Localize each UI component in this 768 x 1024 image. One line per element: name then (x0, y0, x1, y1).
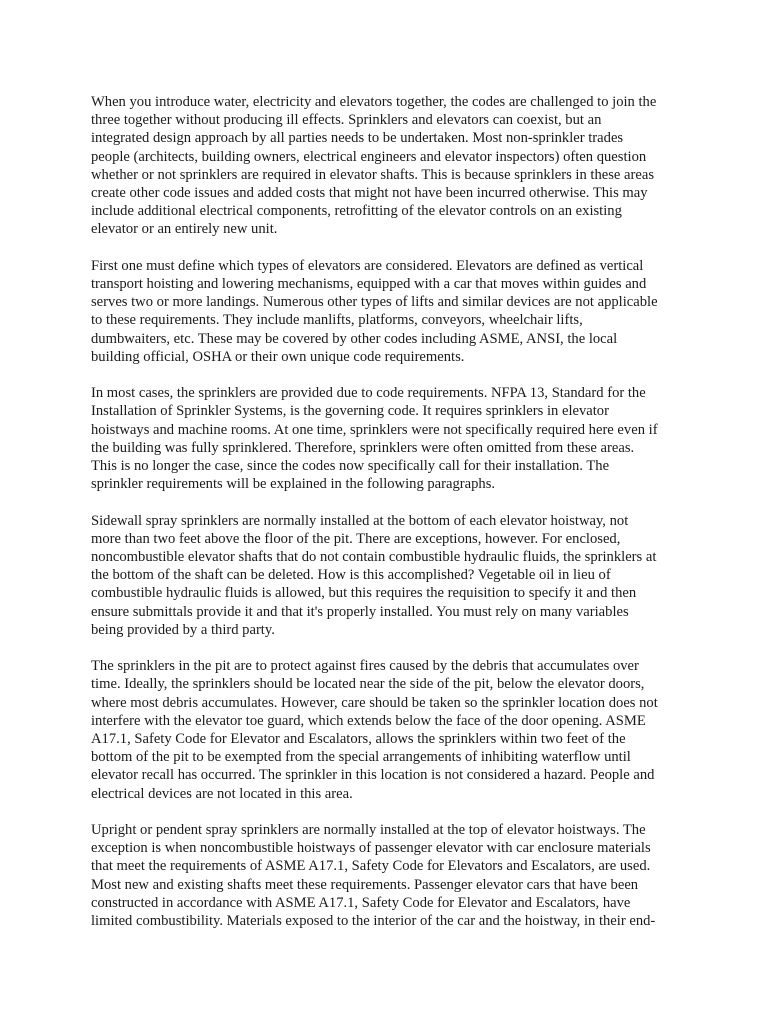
text-line: where most debris accumulates. However, care should be taken so the sprinkler location does not (91, 694, 658, 711)
text-line: Sidewall spray sprinklers are normally installed at the bottom of each elevator hoistway, not (91, 512, 629, 529)
paragraph-upright-pendent-sprinklers (91, 821, 691, 930)
paragraph-code-requirements (91, 384, 691, 493)
text-line: exception is when noncombustible hoistways of passenger elevator with car enclosure materials (91, 840, 651, 857)
text-line: building official, OSHA or their own unique code requirements. (91, 348, 465, 365)
text-line: First one must define which types of elevators are considered. Elevators are defined as vertical (91, 257, 644, 274)
text-line: In most cases, the sprinklers are provided due to code requirements. NFPA 13, Standard for the (91, 385, 646, 402)
text-line: Upright or pendent spray sprinklers are normally installed at the top of elevator hoistways. The (91, 822, 646, 839)
paragraph-elevator-types (91, 257, 691, 366)
text-line: noncombustible elevator shafts that do not contain combustible hydraulic fluids, the sprinklers at (91, 549, 657, 566)
text-line: the building was fully sprinklered. Therefore, sprinklers were often omitted from these areas. (91, 439, 635, 456)
paragraph-intro (91, 93, 691, 239)
text-line: ensure submittals provide it and that it's properly installed. You must rely on many variables (91, 603, 629, 620)
text-line: The sprinklers in the pit are to protect against fires caused by the debris that accumulates over (91, 658, 639, 675)
text-line: elevator or an entirely new unit. (91, 221, 278, 238)
text-line: bottom of the pit to be exempted from the special arrangements of inhibiting waterflow until (91, 749, 631, 766)
text-line: serves two or more landings. Numerous other types of lifts and similar devices are not applicable (91, 294, 658, 311)
text-line: create other code issues and added costs that might not have been incurred otherwise. This may (91, 185, 648, 202)
text-line: more than two feet above the floor of the pit. There are exceptions, however. For enclosed, (91, 530, 621, 547)
text-line: to these requirements. They include manlifts, platforms, conveyors, wheelchair lifts, (91, 312, 583, 329)
text-line: whether or not sprinklers are required in elevator shafts. This is because sprinklers in these areas (91, 166, 655, 183)
text-line: that meet the requirements of ASME A17.1, Safety Code for Elevators and Escalators, are used. (91, 858, 651, 875)
text-line: elevator recall has occurred. The sprinkler in this location is not considered a hazard. People and (91, 767, 655, 784)
paragraph-pit-sprinklers (91, 657, 691, 803)
text-line: being provided by a third party. (91, 621, 275, 638)
text-line: A17.1, Safety Code for Elevator and Escalators, allows the sprinklers within two feet of the (91, 731, 626, 748)
text-line: sprinkler requirements will be explained in the following paragraphs. (91, 476, 496, 493)
text-line: transport hoisting and lowering mechanisms, equipped with a car that moves within guides and (91, 276, 647, 293)
text-line: limited combustibility. Materials exposed to the interior of the car and the hoistway, in their end- (91, 913, 656, 930)
paragraph-sidewall-sprinklers (91, 512, 691, 639)
text-line: This is no longer the case, since the codes now specifically call for their installation. The (91, 458, 610, 475)
text-line: interfere with the elevator toe guard, which extends below the face of the door opening. ASME (91, 712, 646, 729)
text-line: the bottom of the shaft can be deleted. How is this accomplished? Vegetable oil in lieu of (91, 567, 611, 584)
text-line: dumbwaiters, etc. These may be covered by other codes including ASME, ANSI, the local (91, 330, 618, 347)
text-line: combustible hydraulic fluids is allowed, but this requires the requisition to specify it and then (91, 585, 637, 602)
text-line: constructed in accordance with ASME A17.1, Safety Code for Elevator and Escalators, have (91, 894, 631, 911)
text-line: integrated design approach by all parties needs to be undertaken. Most non-sprinkler trades (91, 130, 624, 147)
text-line: three together without producing ill effects. Sprinklers and elevators can coexist, but an (91, 112, 602, 129)
text-line: Installation of Sprinkler Systems, is the governing code. It requires sprinklers in elevator (91, 403, 609, 420)
text-line: people (architects, building owners, electrical engineers and elevator inspectors) often question (91, 148, 647, 165)
text-line: time. Ideally, the sprinklers should be located near the side of the pit, below the elevator doors, (91, 676, 645, 693)
document-page (91, 93, 691, 948)
text-line: Most new and existing shafts meet these requirements. Passenger elevator cars that have been (91, 876, 639, 893)
text-line: electrical devices are not located in this area. (91, 785, 353, 802)
text-line: When you introduce water, electricity and elevators together, the codes are challenged to join the (91, 94, 657, 110)
text-line: hoistways and machine rooms. At one time, sprinklers were not specifically required here even if (91, 421, 658, 438)
text-line: include additional electrical components, retrofitting of the elevator controls on an existing (91, 203, 622, 220)
